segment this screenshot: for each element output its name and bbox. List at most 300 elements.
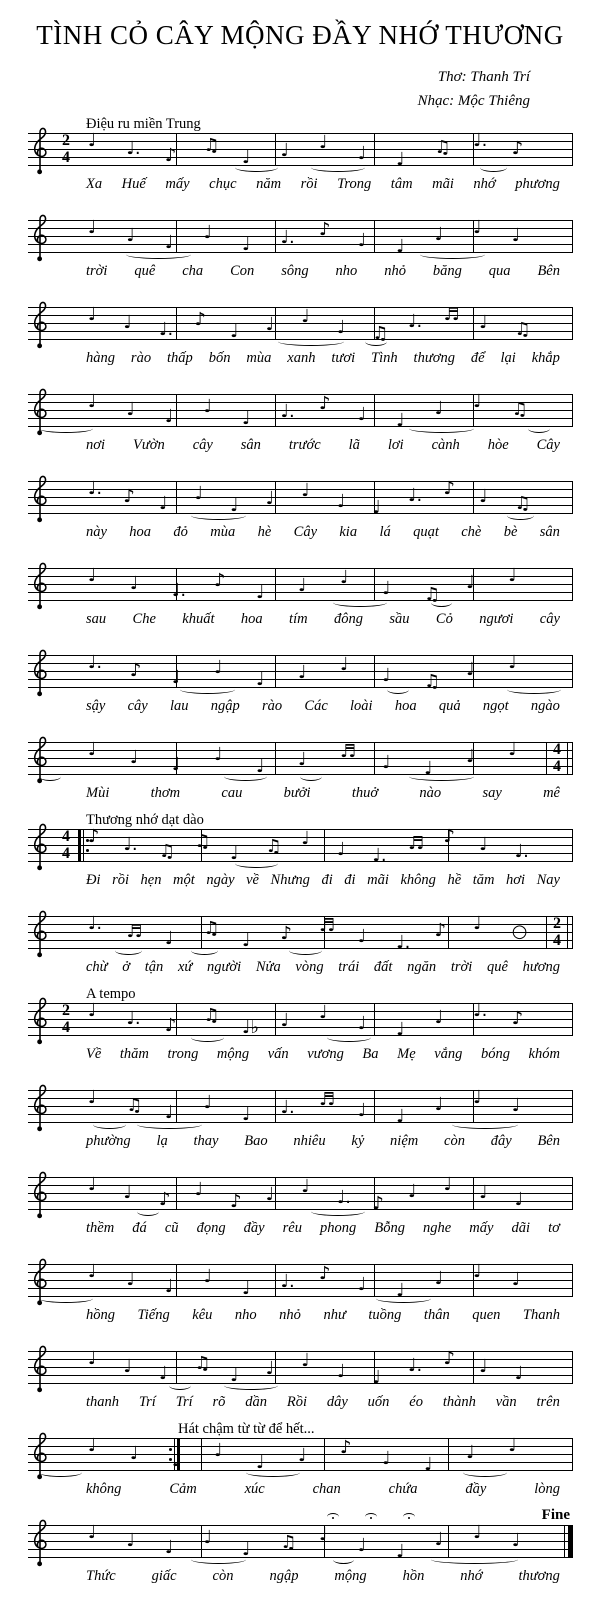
staff — [28, 1000, 572, 1040]
barline — [572, 220, 573, 253]
lyric-word: đi — [344, 872, 356, 888]
lyric-word: vần — [495, 1394, 517, 1410]
lyric-word: tuồng — [368, 1307, 402, 1323]
note-icon: ♩ — [280, 140, 289, 161]
note-icon: ♩. — [87, 478, 103, 499]
lyrics-line — [28, 1393, 572, 1411]
lyric-word: phương — [515, 176, 560, 192]
lyric-word: ngăn — [407, 959, 437, 975]
lyric-word: tận — [144, 959, 164, 975]
slur-arc — [235, 859, 279, 868]
lyric-word: về — [246, 872, 259, 888]
note-icon: ♩ — [164, 1537, 174, 1558]
lyric-word: bưởi — [283, 785, 311, 801]
lyric-word: nhớ — [473, 176, 496, 192]
note-icon: ♩ — [511, 1269, 521, 1290]
note-icon: ♩ — [357, 1535, 367, 1556]
slur-arc — [224, 1381, 278, 1390]
note-icon: ♩ — [473, 1087, 482, 1108]
note-icon: ♪ — [443, 478, 456, 499]
treble-clef-icon — [28, 211, 52, 263]
lyric-word: kia — [339, 524, 358, 540]
barline — [275, 394, 276, 427]
lyrics-line — [28, 523, 572, 541]
lyrics-line — [28, 262, 572, 280]
lyric-word: dần — [245, 1394, 267, 1410]
slur-arc — [431, 1555, 518, 1564]
lyric-word: hồng — [86, 1307, 115, 1323]
lyric-word: vấn — [267, 1046, 289, 1062]
note-icon: ♩ — [336, 491, 346, 512]
lyrics-line — [28, 697, 572, 715]
lyric-word: băng — [432, 263, 462, 279]
note-icon: ♩ — [265, 1184, 275, 1205]
lyric-word: Nhưng — [270, 872, 310, 888]
lyric-word: đông — [333, 611, 363, 627]
barline — [374, 1264, 375, 1297]
note-icon: ♩ — [87, 739, 97, 760]
lyric-word: ngập — [210, 698, 240, 714]
slur-arc — [191, 1033, 224, 1042]
lyric-word: Các — [304, 698, 328, 714]
lyric-word: nho — [234, 1307, 257, 1323]
lyric-word: cũ — [164, 1220, 179, 1236]
note-icon: ♩ — [424, 1454, 433, 1475]
lyric-word: quạt — [413, 524, 439, 540]
slur-arc — [376, 1294, 430, 1303]
note-icon: ♩ — [203, 1266, 212, 1287]
note-icon: ♩ — [230, 495, 239, 516]
note-icon: ♩. — [473, 1000, 488, 1021]
tempo-marking: A tempo — [86, 986, 136, 1002]
lyric-word: say — [482, 785, 502, 801]
lyric-word: mùa — [210, 524, 236, 540]
note-icon: ♩ — [508, 565, 517, 586]
note-icon: ♩ — [87, 1261, 97, 1282]
note-icon: ♩ — [514, 1189, 524, 1210]
tempo-marking — [28, 202, 572, 220]
note-icon: ♩ — [396, 1541, 405, 1562]
lyric-word: hòe — [487, 437, 509, 453]
lyric-word: sông — [281, 263, 309, 279]
lyric-word: Cỏ — [435, 611, 453, 627]
note-icon: ♪ — [280, 923, 292, 944]
note-icon: ♩. — [126, 1008, 141, 1029]
lyric-word: quen — [472, 1307, 501, 1323]
time-signature-denominator: 4 — [553, 931, 561, 949]
tempo-marking — [28, 289, 572, 307]
note-icon: ♩ — [466, 572, 475, 593]
note-icon: ♩. — [87, 913, 103, 934]
note-icon: ♩ — [434, 224, 444, 245]
song-title: TÌNH CỎ CÂY MỘNG ĐẦY NHỚ THƯƠNG — [36, 20, 564, 50]
lyric-word: ngươi — [479, 611, 514, 627]
fine-marking: Fine — [541, 1507, 570, 1523]
lyrics-line — [28, 175, 572, 193]
lyric-word: giấc — [151, 1568, 177, 1584]
treble-clef-icon — [28, 124, 52, 176]
barline — [374, 394, 375, 427]
staff — [28, 478, 572, 518]
staff-system — [28, 985, 572, 1067]
note-icon: ♩ — [203, 396, 212, 417]
note-icon: ♪ — [158, 1189, 171, 1210]
lyric-word: bóng — [480, 1046, 510, 1062]
poet-credit: Thơ: Thanh Trí — [437, 69, 530, 85]
barline — [324, 829, 325, 862]
lyrics-line — [28, 1306, 572, 1324]
staff-system — [28, 1072, 572, 1154]
time-signature-numerator: 2 — [62, 132, 70, 149]
barline — [275, 220, 276, 253]
note-icon: ♩ — [164, 928, 174, 949]
note-icon: ♩ — [213, 657, 223, 678]
note-icon: ♫ — [511, 399, 528, 420]
lyric-word: hồn — [402, 1568, 425, 1584]
note-icon: ♪ — [87, 826, 100, 847]
note-icon: ♩ — [87, 1087, 97, 1108]
slur-arc — [224, 772, 268, 781]
repeat-thin-bar — [83, 829, 84, 862]
note-icon: ♩ — [301, 1176, 310, 1197]
note-icon: ♩ — [203, 222, 212, 243]
lyric-word: Về — [86, 1046, 102, 1062]
barline — [176, 1090, 177, 1123]
lyrics-line — [28, 610, 572, 628]
lyric-word: khắp — [531, 350, 560, 366]
staff — [28, 304, 572, 344]
time-signature-denominator: 4 — [62, 844, 70, 862]
barline — [201, 1525, 202, 1558]
lyric-word: Cảm — [169, 1481, 197, 1497]
barline — [572, 481, 573, 514]
barline — [374, 1090, 375, 1123]
note-icon: ♩ — [255, 1452, 265, 1473]
lyric-word: trong — [167, 1046, 199, 1062]
tempo-marking — [28, 1072, 572, 1090]
lyric-word: xứ — [177, 959, 193, 975]
lyric-word: mộng — [216, 1046, 250, 1062]
staff-system — [28, 202, 572, 284]
note-icon: ♩ — [382, 1448, 391, 1469]
lyric-word: Tiếng — [137, 1307, 170, 1323]
slur-arc — [452, 1120, 517, 1129]
note-icon: ♩ — [473, 217, 482, 238]
tempo-marking — [28, 550, 572, 568]
barline — [201, 916, 202, 949]
lyric-word: thân — [423, 1307, 450, 1323]
barline — [324, 1438, 325, 1471]
lyric-word: rồi — [112, 872, 129, 888]
lyric-word: kêu — [192, 1307, 213, 1323]
lyric-word: sậy — [86, 698, 106, 714]
note-icon: ♫ — [372, 323, 389, 344]
lyric-word: mấy — [165, 176, 190, 192]
note-icon: ♩ — [230, 1365, 239, 1386]
note-icon: ♩ — [171, 667, 181, 688]
note-icon: ♩ — [280, 1010, 289, 1031]
treble-clef-icon — [28, 907, 52, 959]
slur-arc — [126, 250, 191, 259]
lyric-word: cành — [431, 437, 460, 453]
note-icon: ○ — [511, 921, 528, 942]
slur-arc — [39, 424, 93, 433]
slur-arc — [387, 685, 409, 694]
note-icon: ♩. — [396, 932, 411, 953]
note-icon: ♩ — [164, 232, 174, 253]
barline — [473, 307, 474, 340]
slur-arc — [528, 424, 550, 433]
note-icon: ♩ — [511, 225, 521, 246]
lyric-word: tơ — [548, 1220, 560, 1236]
barline — [176, 481, 177, 514]
lyrics-line — [28, 1219, 572, 1237]
note-icon: ♫ — [203, 135, 220, 156]
lyric-word: còn — [212, 1568, 234, 1584]
slur-arc — [480, 163, 507, 172]
staff — [28, 217, 572, 257]
barline — [374, 1003, 375, 1036]
barline — [275, 1003, 276, 1036]
barline — [176, 307, 177, 340]
lyrics-line — [28, 1567, 572, 1585]
lyric-word: như — [323, 1307, 346, 1323]
note-icon: ♩ — [87, 1522, 97, 1543]
lyric-word: tím — [289, 611, 308, 627]
note-icon: ♬ — [443, 304, 460, 325]
lyric-word: rào — [262, 698, 283, 714]
note-icon: ♩ — [194, 483, 204, 504]
lyric-word: Tình — [371, 350, 398, 366]
barline — [275, 568, 276, 601]
barline — [374, 742, 375, 775]
tempo-marking — [28, 898, 572, 916]
lyric-word: thương — [413, 350, 455, 366]
lyric-word: hoa — [240, 611, 263, 627]
treble-clef-icon — [28, 1342, 52, 1394]
slur-arc — [507, 511, 534, 520]
note-icon: ♩ — [473, 1261, 482, 1282]
lyric-word: Bao — [244, 1133, 268, 1149]
slur-arc — [191, 1555, 245, 1564]
lyric-word: trời — [86, 263, 108, 279]
slur-arc — [137, 1207, 159, 1216]
slur-arc — [409, 772, 474, 781]
staff-system — [28, 115, 572, 197]
note-icon: ♩ — [396, 236, 405, 257]
treble-clef-icon — [28, 559, 52, 611]
note-icon: ♫ — [194, 1353, 211, 1374]
note-icon: ♩ — [357, 1100, 367, 1121]
treble-clef-icon — [28, 1081, 52, 1133]
barline — [448, 1438, 449, 1471]
lyric-word: Trí — [138, 1394, 156, 1410]
slur-arc — [289, 946, 322, 955]
tempo-marking — [28, 724, 572, 742]
note-icon: ♩ — [87, 391, 97, 412]
repeat-thick-bar — [78, 829, 81, 862]
lyric-word: éo — [409, 1394, 423, 1410]
barline — [275, 481, 276, 514]
lyric-word: chục — [209, 176, 237, 192]
time-signature-denominator: 4 — [553, 757, 561, 775]
lyric-word: thuở — [351, 785, 379, 801]
staff-system — [28, 1420, 572, 1502]
time-signature-denominator: 4 — [62, 148, 70, 166]
note-icon: ♩. — [171, 580, 187, 601]
lyric-word: ngọt — [482, 698, 509, 714]
note-icon: ♩ — [255, 582, 265, 603]
lyric-word: để — [470, 350, 485, 366]
lyric-word: nho — [335, 263, 358, 279]
slur-arc — [39, 1468, 83, 1477]
lyrics-line — [28, 1480, 572, 1498]
slur-arc — [327, 1033, 371, 1042]
treble-clef-icon — [28, 820, 52, 872]
lyric-word: mộng — [334, 1568, 367, 1584]
lyric-word: Thanh — [522, 1307, 560, 1323]
lyric-word: đây — [490, 1133, 512, 1149]
treble-clef-icon — [28, 1516, 52, 1568]
note-icon: ♪ — [319, 219, 331, 240]
note-icon: ♩ — [473, 391, 482, 412]
staff-system — [28, 724, 572, 806]
note-icon: ♩ — [241, 1278, 251, 1299]
note-icon: ♩ — [87, 1000, 97, 1021]
note-icon: ♩ — [434, 398, 444, 419]
credits-block — [0, 65, 600, 113]
barline — [275, 742, 276, 775]
treble-clef-icon — [28, 1168, 52, 1220]
note-icon: ♪ — [123, 486, 135, 507]
note-icon: ♩ — [479, 312, 488, 333]
note-icon: ♩ — [87, 565, 97, 586]
note-icon: ♩ — [126, 399, 135, 420]
barline — [176, 1177, 177, 1210]
lyric-word: Cây — [293, 524, 318, 540]
slur-arc — [300, 772, 322, 781]
lyric-word: Bên — [537, 263, 560, 279]
barline — [275, 1177, 276, 1210]
slur-arc — [39, 1294, 93, 1303]
lyric-word: Huế — [121, 176, 146, 192]
lyric-word: đi — [321, 872, 333, 888]
note-icon: ♩ — [158, 1363, 168, 1384]
lyric-word: hàng — [86, 350, 115, 366]
lyric-word: ở — [122, 959, 131, 975]
lyric-word: hơi — [506, 872, 526, 888]
lyrics-line — [28, 1132, 572, 1150]
note-icon: ♩ — [241, 234, 251, 255]
note-icon: ♩ — [357, 1274, 367, 1295]
note-icon: ♩ — [213, 1440, 223, 1461]
lyric-word: xúc — [244, 1481, 265, 1497]
note-icon: ♩. — [280, 1097, 295, 1118]
lyrics-line — [28, 349, 572, 367]
note-icon: ♩ — [298, 662, 307, 683]
note-icon: ♩ — [340, 567, 349, 588]
note-icon: ♫ — [265, 836, 282, 857]
lyric-word: Trong — [337, 176, 372, 192]
barline — [275, 1351, 276, 1384]
note-icon: ♩ — [479, 1182, 488, 1203]
lyric-word: không — [400, 872, 436, 888]
staff-system — [28, 550, 572, 632]
time-signature — [546, 916, 568, 949]
note-icon: ♩ — [508, 652, 517, 673]
lyric-word: thay — [193, 1133, 219, 1149]
lyric-word: lạ — [156, 1133, 168, 1149]
lyric-word: hẹn — [140, 872, 162, 888]
note-icon: ♪ — [340, 1437, 352, 1458]
note-icon: ♩ — [424, 758, 433, 779]
note-icon: ♩ — [129, 1443, 139, 1464]
score-systems — [0, 115, 600, 1589]
note-icon: ♬ — [340, 741, 357, 762]
lyric-word: nghe — [423, 1220, 452, 1236]
note-icon: ♩ — [123, 312, 132, 333]
lyric-word: bè — [503, 524, 518, 540]
barline — [448, 1525, 449, 1558]
lyric-word: phong — [320, 1220, 357, 1236]
lyric-word: cha — [182, 263, 204, 279]
note-icon: ♬ — [319, 1089, 336, 1110]
note-icon: ♩. — [407, 311, 423, 332]
barline — [572, 1525, 573, 1558]
note-icon: ♩ — [382, 752, 391, 773]
note-icon: ♫ — [194, 831, 211, 852]
slur-arc — [431, 598, 453, 607]
lyric-word: đất — [373, 959, 393, 975]
time-signature — [58, 133, 74, 166]
time-signature — [546, 742, 568, 775]
barline — [572, 394, 573, 427]
lyric-word: nhỏ — [279, 1307, 301, 1323]
lyric-word: đầy — [243, 1220, 265, 1236]
note-icon: ♪ — [213, 570, 226, 591]
note-icon: ♩ — [87, 1174, 97, 1195]
lyric-word: lá — [379, 524, 391, 540]
lyric-word: mùa — [246, 350, 272, 366]
staff — [28, 1507, 572, 1562]
lyric-word: tươi — [331, 350, 356, 366]
slur-arc — [507, 685, 561, 694]
note-icon: ♩ — [511, 1095, 521, 1116]
staff-system — [28, 811, 572, 893]
lyric-word: lơi — [387, 437, 404, 453]
note-icon: ♩ — [382, 578, 391, 599]
lyric-word: rõ — [212, 1394, 226, 1410]
lyric-word: hoa — [129, 524, 152, 540]
barline — [572, 742, 573, 775]
lyric-word: Cây — [536, 437, 560, 453]
note-icon: ♩ — [396, 1106, 405, 1127]
note-icon: ♩ — [203, 1092, 212, 1113]
note-icon: ♩ — [123, 1182, 132, 1203]
staff-system — [28, 1507, 572, 1589]
tempo-marking — [28, 376, 572, 394]
note-icon: ♩ — [171, 754, 181, 775]
lyric-word: thăm — [119, 1046, 149, 1062]
lyric-word: khóm — [528, 1046, 560, 1062]
note-icon: ♩ — [230, 843, 239, 864]
note-icon: ♩ — [241, 408, 251, 429]
note-icon: ♩. — [123, 834, 138, 855]
note-icon: ♩ — [336, 317, 346, 338]
slur-arc — [93, 1120, 126, 1129]
lyric-word: xanh — [287, 350, 316, 366]
barline — [448, 916, 449, 949]
